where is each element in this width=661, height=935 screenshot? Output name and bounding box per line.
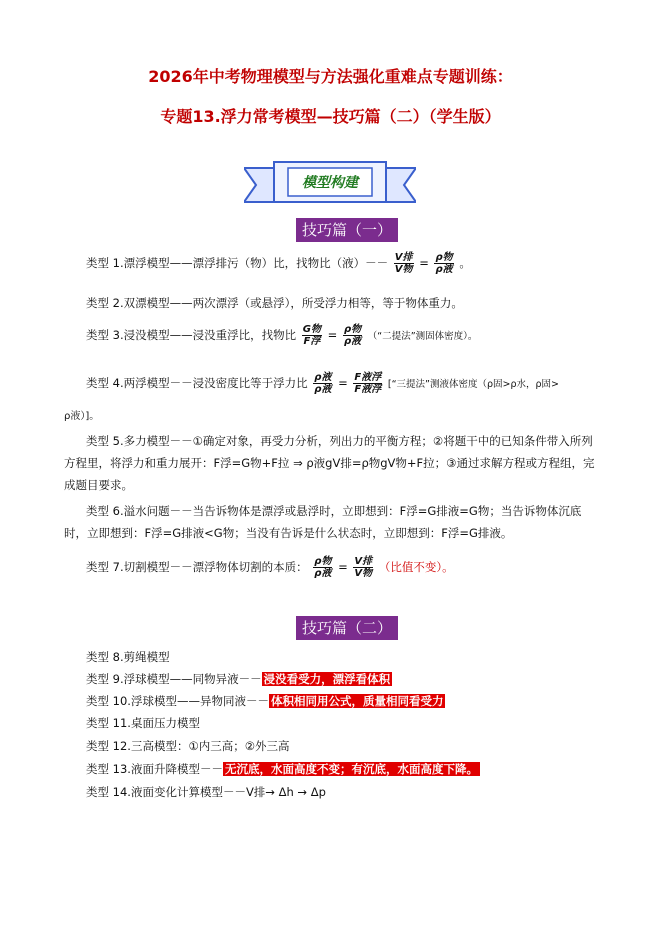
type-14 bbox=[86, 785, 326, 799]
fraction-numerator: F液浮 bbox=[354, 372, 382, 383]
ribbon-banner-icon bbox=[244, 158, 416, 216]
type-1 bbox=[86, 252, 471, 275]
fraction-denominator: V物 bbox=[354, 568, 373, 579]
title-line-2: 专题13.浮力常考模型—技巧篇（二）（学生版） bbox=[160, 107, 501, 126]
fraction bbox=[343, 324, 362, 347]
fraction bbox=[353, 372, 382, 395]
item-text: 类型 8.剪绳模型 bbox=[86, 650, 170, 664]
type-7-note: （比值不变）。 bbox=[378, 560, 454, 574]
type-1-text: 类型 1.漂浮模型——漂浮排污（物）比，找物比（液）－－ bbox=[86, 256, 389, 270]
item-text: 类型 10.浮球模型——异物同液－－ bbox=[86, 694, 269, 708]
fraction-numerator: V排 bbox=[354, 556, 373, 567]
highlight: 无沉底，水面高度不变；有沉底，水面高度下降。 bbox=[224, 762, 478, 776]
fraction-denominator: ρ液 bbox=[314, 384, 332, 395]
type-3-text: 类型 3.浸没模型——浸没重浮比，找物比 bbox=[86, 328, 297, 342]
type-13 bbox=[86, 762, 480, 776]
item-text: 类型 11.桌面压力模型 bbox=[86, 716, 200, 730]
banner bbox=[244, 158, 416, 216]
fraction-numerator: G物 bbox=[302, 324, 322, 335]
fraction bbox=[302, 324, 322, 347]
fraction-denominator: V物 bbox=[394, 264, 413, 275]
item-text: 类型 12.三高模型：①内三高；②外三高 bbox=[86, 739, 290, 753]
type-8 bbox=[86, 650, 170, 664]
type-7-text: 类型 7.切割模型－－漂浮物体切割的本质： bbox=[86, 560, 308, 574]
fraction bbox=[313, 372, 332, 395]
item-text: 类型 9.浮球模型——同物异液－－ bbox=[86, 672, 262, 686]
fraction-denominator: ρ液 bbox=[435, 264, 453, 275]
highlight: 体积相同用公式，质量相同看受力 bbox=[270, 694, 444, 708]
item-text: 类型 13.液面升降模型－－ bbox=[86, 762, 223, 776]
fraction-numerator: V排 bbox=[394, 252, 413, 263]
type-2-text: 类型 2.双漂模型——两次漂浮（或悬浮），所受浮力相等，等于物体重力。 bbox=[86, 296, 463, 310]
fraction-denominator: ρ液 bbox=[314, 568, 332, 579]
fraction-denominator: ρ液 bbox=[343, 336, 362, 347]
highlight: 浸没看受力，漂浮看体积 bbox=[263, 672, 391, 686]
type-7 bbox=[86, 556, 454, 579]
type-11 bbox=[86, 716, 200, 730]
equals-sign: = bbox=[338, 376, 348, 390]
type-4-note: [“三提法”测液体密度（ρ固>ρ水，ρ固> bbox=[387, 379, 559, 390]
fraction-numerator: ρ物 bbox=[435, 252, 453, 263]
type-4-text: 类型 4.两浮模型－－浸没密度比等于浮力比 bbox=[86, 376, 308, 390]
section-heading-1: 技巧篇（一） bbox=[296, 218, 398, 242]
section-heading-2: 技巧篇（二） bbox=[296, 616, 398, 640]
type-3-note: （“二提法”测固体密度）。 bbox=[367, 331, 478, 342]
equals-sign: = bbox=[419, 256, 429, 270]
type-2 bbox=[86, 296, 463, 310]
fraction bbox=[353, 556, 373, 579]
fraction bbox=[394, 252, 414, 275]
fraction bbox=[313, 556, 332, 579]
type-3 bbox=[86, 324, 477, 347]
period: 。 bbox=[459, 256, 471, 270]
fraction-numerator: ρ液 bbox=[314, 372, 332, 383]
type-12 bbox=[86, 739, 290, 753]
type-4-continuation: ρ液）]。 bbox=[64, 411, 100, 422]
type-5: 类型 5.多力模型－－①确定对象，再受力分析，列出力的平衡方程；②将题干中的已知条件带入所列方程里，将浮力和重力展开：F浮=G物+F拉 ⇒ ρ液gV排=ρ物gV物+F拉；③通过求解方程或方程组，完成题目要求。 bbox=[64, 434, 595, 492]
banner-text: 模型构建 bbox=[302, 175, 358, 191]
fraction-numerator: ρ物 bbox=[314, 556, 332, 567]
item-text: 类型 14.液面变化计算模型－－V排→ Δh → Δp bbox=[86, 785, 326, 799]
fraction-denominator: F浮 bbox=[303, 336, 321, 347]
title-line-1: 2026年中考物理模型与方法强化重难点专题训练： bbox=[148, 67, 513, 86]
type-4 bbox=[86, 372, 559, 395]
fraction-denominator: F液浮 bbox=[354, 384, 382, 395]
equals-sign: = bbox=[338, 560, 348, 574]
fraction-numerator: ρ物 bbox=[343, 324, 362, 335]
equals-sign: = bbox=[327, 328, 338, 342]
type-9 bbox=[86, 672, 392, 686]
fraction bbox=[434, 252, 453, 275]
type-10 bbox=[86, 694, 445, 708]
type-6: 类型 6.溢水问题－－当告诉物体是漂浮或悬浮时，立即想到：F浮=G排液=G物；当告诉物体沉底时，立即想到：F浮=G排液<G物；当没有告诉是什么状态时，立即想到：F浮=G排液。 bbox=[64, 504, 582, 540]
